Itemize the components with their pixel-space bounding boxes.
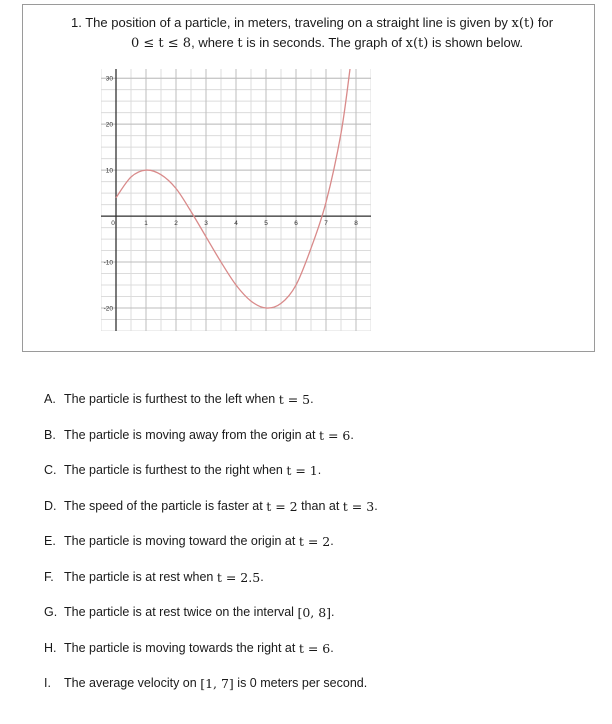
option-math: t = 2	[298, 534, 331, 549]
x-tick-label: 7	[324, 220, 328, 228]
option-text: The particle is at rest twice on the interval	[64, 605, 298, 619]
option-text: is 0 meters per second.	[233, 676, 368, 690]
option-text: .	[310, 392, 314, 406]
question-line-1	[71, 15, 553, 31]
answer-option	[44, 499, 584, 535]
x-tick-label: 4	[234, 220, 238, 228]
option-text: .	[260, 569, 264, 584]
option-math: t = 1	[286, 463, 318, 478]
option-math: [0, 8]	[297, 605, 332, 620]
option-text: .	[374, 498, 378, 513]
option-text: The particle is moving away from the origin at	[64, 427, 319, 442]
answer-option	[44, 676, 584, 712]
series-line-position	[116, 69, 350, 308]
x-tick-label: 0	[111, 220, 115, 228]
option-text: The particle is moving toward the origin at	[64, 534, 299, 548]
x-tick-label: 8	[354, 220, 358, 228]
option-letter: C.	[44, 463, 57, 477]
position-function: x(t)	[511, 16, 535, 31]
option-text: The particle is furthest to the left when	[64, 392, 279, 406]
option-math: [1, 7]	[200, 676, 234, 691]
option-text: .	[350, 427, 354, 442]
y-tick-label: 30	[105, 75, 113, 83]
answer-option	[44, 463, 584, 499]
position-function: x(t)	[405, 36, 429, 51]
question-text: is in seconds. The graph of	[242, 35, 406, 50]
option-letter: A.	[44, 392, 56, 406]
question-text: is shown below.	[428, 35, 524, 50]
option-text: .	[330, 640, 334, 655]
y-tick-label: 10	[105, 167, 113, 175]
question-line-2	[131, 35, 523, 51]
option-text: The particle is furthest to the right when	[64, 463, 287, 477]
position-graph	[101, 69, 371, 331]
time-variable: t	[237, 36, 243, 51]
answer-option	[44, 641, 584, 677]
option-letter: F.	[44, 569, 54, 584]
option-text: .	[331, 605, 335, 619]
question-text: for	[534, 15, 554, 30]
option-letter: G.	[44, 605, 58, 619]
option-math: t = 2	[266, 498, 298, 514]
option-math: t = 6	[318, 427, 351, 443]
x-tick-label: 1	[144, 220, 148, 228]
option-text: The particle is moving towards the right at	[64, 640, 299, 655]
option-math: t = 3	[342, 498, 375, 514]
y-tick-label: -20	[103, 305, 113, 313]
answer-option	[44, 534, 584, 570]
x-tick-label: 2	[174, 220, 178, 228]
option-math: t = 2.5	[216, 569, 261, 585]
y-tick-label: 20	[105, 121, 113, 129]
x-tick-label: 3	[204, 220, 208, 228]
question-text: , where	[191, 35, 238, 50]
option-text: The average velocity on	[64, 676, 201, 690]
y-tick-label: -10	[103, 259, 113, 267]
option-math: t = 5	[278, 392, 311, 407]
answer-option	[44, 428, 584, 464]
option-letter: B.	[44, 427, 56, 442]
option-text: than at	[297, 498, 343, 513]
x-tick-label: 6	[294, 220, 298, 228]
option-letter: D.	[44, 498, 57, 513]
option-text: The speed of the particle is faster at	[64, 498, 267, 513]
option-letter: I.	[44, 676, 51, 690]
x-tick-label: 5	[264, 220, 268, 228]
problem-box	[22, 4, 595, 352]
option-math: t = 6	[298, 640, 331, 656]
answer-option	[44, 605, 584, 641]
option-text: .	[317, 463, 322, 477]
option-letter: E.	[44, 534, 56, 548]
option-text: The particle is at rest when	[64, 569, 217, 584]
domain-interval: 0 ≤ t ≤ 8	[131, 36, 192, 51]
answer-option	[44, 392, 584, 428]
option-text: .	[330, 534, 334, 548]
answer-option	[44, 570, 584, 606]
option-letter: H.	[44, 640, 57, 655]
answer-options	[44, 392, 584, 712]
question-text: 1. The position of a particle, in meters, traveling on a straight line is given by	[71, 15, 512, 30]
